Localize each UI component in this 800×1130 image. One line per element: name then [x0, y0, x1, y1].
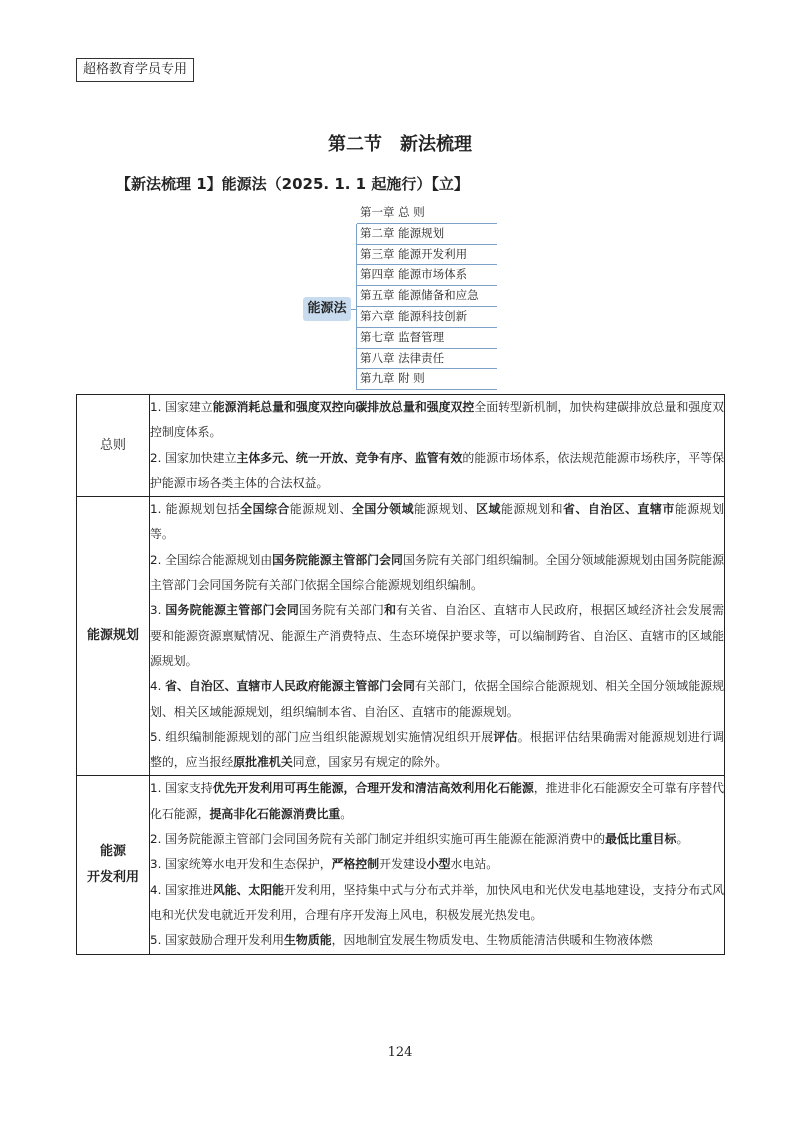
key-phrase: 评估 — [493, 729, 518, 744]
row-category-line: 能源 — [99, 843, 126, 859]
key-phrase: 全国综合 — [240, 502, 290, 517]
list-item — [150, 674, 724, 725]
text-segment: 2. 国务院能源主管部门会同国务院有关部门制定并组织实施可再生能源在能源消费中的 — [150, 832, 606, 847]
list-item — [150, 827, 724, 852]
text-segment: 。 — [676, 832, 689, 847]
text-segment: ，推进非化石能源安全可靠有序替代化石能源， — [150, 781, 725, 821]
table-row — [77, 395, 725, 497]
text-segment: 2. 全国综合能源规划由 — [150, 552, 273, 567]
table-row — [77, 497, 725, 776]
list-item — [150, 928, 724, 953]
section-title: 第二节 新法梳理 — [328, 134, 472, 155]
key-phrase: 主体多元、统一开放、竞争有序、监管有效 — [236, 450, 463, 465]
text-segment: 开发建设 — [379, 857, 427, 872]
text-segment: 5. 国家鼓励合理开发利用 — [150, 933, 285, 948]
key-phrase: 能源消耗总量和强度双控向碳排放总量和强度双控 — [212, 400, 475, 414]
topic-heading: 【新法梳理 1】能源法（2025. 1. 1 起施行）【立】 — [116, 175, 469, 193]
text-segment: 有关省、自治区、直辖市人民政府，根据区域经济社会发展需要和能源资源禀赋情况、能源生产消费特点、生态环境保护要求等，可以编制跨省、自治区、直辖市的区域能源规划。 — [150, 603, 724, 668]
mindmap-chapter: 第七章 监督管理 — [357, 328, 497, 349]
text-segment: 。根据评估结果确需对能源规划进行调整的，应当报经 — [150, 729, 724, 770]
mindmap-chapter: 第九章 附 则 — [357, 369, 497, 390]
key-phrase: 省、自治区、直辖市人民政府能源主管部门会同 — [165, 679, 415, 694]
mindmap-chapter: 第八章 法律责任 — [357, 349, 497, 370]
key-phrase: 国务院能源主管部门会同 — [272, 552, 403, 567]
text-segment: 2. 国家加快建立 — [150, 450, 237, 465]
text-segment: 能源规划、 — [289, 502, 352, 517]
text-segment: 1. 国家建立 — [150, 400, 213, 414]
mindmap-chapter: 第三章 能源开发利用 — [357, 245, 497, 266]
row-category — [77, 395, 150, 497]
row-content — [150, 395, 725, 497]
text-segment: 能源规划和 — [500, 502, 564, 517]
text-segment: 1. 能源规划包括 — [150, 502, 241, 517]
mindmap-chapter: 第六章 能源科技创新 — [357, 307, 497, 328]
key-phrase: 风能、太阳能 — [212, 882, 285, 897]
row-content — [150, 776, 725, 954]
list-item — [150, 878, 724, 929]
law-summary-table — [76, 394, 725, 955]
row-category — [77, 497, 150, 776]
list-item — [150, 776, 724, 827]
watermark-label: 超格教育学员专用 — [76, 58, 194, 82]
text-segment: 4. 国家推进 — [150, 882, 213, 897]
text-segment: ，因地制宜发展生物质发电、生物质能清洁供暖和生物液体燃 — [331, 933, 653, 948]
row-category — [77, 776, 150, 954]
key-phrase: 全国分领域 — [351, 502, 415, 517]
text-segment: 4. — [150, 679, 166, 694]
key-phrase: 生物质能 — [284, 933, 332, 948]
key-phrase: 省、自治区、直辖市 — [563, 502, 675, 517]
list-item — [150, 395, 724, 446]
text-segment: 水电站。 — [450, 857, 499, 872]
text-segment: 全面转型新机制，加快构建碳排放总量和强度双控制度体系。 — [150, 400, 725, 440]
mindmap-chapters — [357, 203, 497, 390]
key-phrase: 严格控制 — [331, 857, 380, 872]
text-segment: 同意，国家另有规定的除外。 — [292, 755, 448, 770]
text-segment: 3. — [150, 603, 166, 618]
text-segment: 3. 国家统筹水电开发和生态保护， — [150, 857, 332, 872]
text-segment: 有关部门，依据全国综合能源规划、相关全国分领域能源规划、相关区域能源规划，组织编制本省、自治区、直辖市的能源规划。 — [150, 679, 725, 719]
key-phrase: 提高非化石能源消费比重 — [209, 806, 341, 821]
table-row — [77, 776, 725, 954]
row-category-line: 能源规划 — [86, 628, 139, 644]
key-phrase: 区域 — [476, 502, 501, 517]
key-phrase: 国务院能源主管部门会同 — [165, 603, 300, 618]
list-item — [150, 725, 724, 776]
key-phrase: 和 — [384, 603, 397, 618]
text-segment: 开发利用，坚持集中式与分布式并举，加快风电和光伏发电基地建设，支持分布式风电和光伏发电就近开发利用，合理有序开发海上风电，积极发展光热发电。 — [150, 882, 725, 922]
text-segment: 能源规划等。 — [150, 502, 724, 542]
key-phrase: 小型 — [426, 857, 451, 872]
row-category-line: 开发利用 — [86, 869, 139, 885]
page-number: 124 — [387, 1045, 413, 1060]
list-item — [150, 548, 724, 599]
text-segment: 国务院有关部门组织编制。全国分领域能源规划由国务院能源主管部门会同国务院有关部门依据全国综合能源规划组织编制。 — [150, 552, 725, 593]
text-segment: 国务院有关部门 — [299, 603, 385, 618]
text-segment: 。 — [340, 806, 353, 821]
list-item — [150, 446, 724, 497]
list-item — [150, 497, 724, 548]
mindmap-chapter: 第二章 能源规划 — [357, 224, 497, 245]
text-segment: 5. 组织编制能源规划的部门应当组织能源规划实施情况组织开展 — [150, 729, 494, 744]
text-segment: 能源规划、 — [414, 502, 477, 517]
mindmap-chapter: 第五章 能源储备和应急 — [357, 286, 497, 307]
list-item — [150, 852, 724, 877]
key-phrase: 最低比重目标 — [605, 832, 677, 847]
key-phrase: 优先开发利用可再生能源，合理开发和清洁高效利用化石能源 — [212, 781, 534, 796]
key-phrase: 原批准机关 — [233, 755, 293, 770]
mindmap-chapter: 第一章 总 则 — [357, 203, 497, 224]
text-segment: 1. 国家支持 — [150, 781, 213, 796]
row-content — [150, 497, 725, 776]
list-item — [150, 598, 724, 674]
mindmap-chapter: 第四章 能源市场体系 — [357, 265, 497, 286]
text-segment: 的能源市场体系，依法规范能源市场秩序，平等保护能源市场各类主体的合法权益。 — [150, 450, 725, 490]
row-category-line: 总则 — [99, 437, 126, 453]
mindmap-root: 能源法 — [303, 297, 351, 321]
